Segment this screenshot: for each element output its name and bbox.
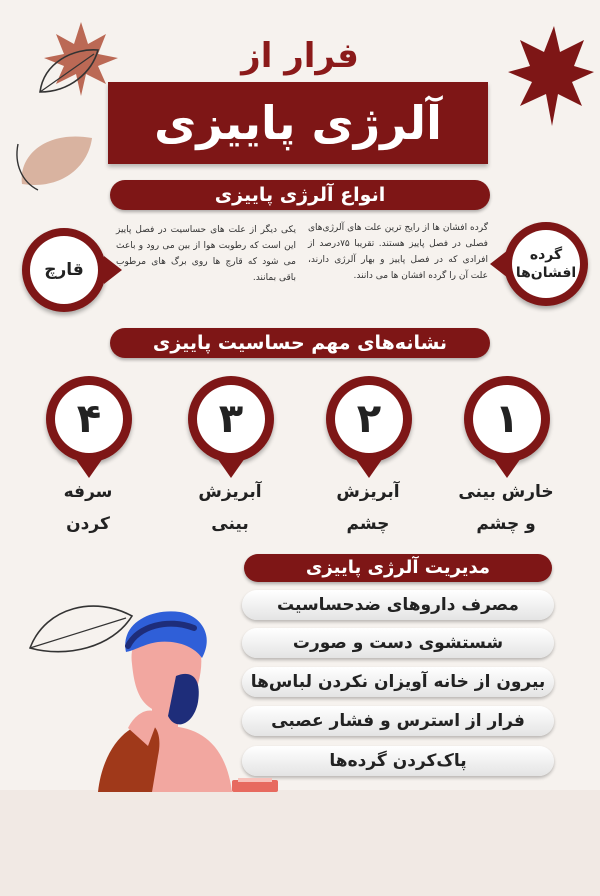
type-circle-pollen (504, 222, 588, 306)
pollen-description: گرده افشان ها از رایج ترین علت های آلرژی‌های فصلی در فصل پاییز هستند. تقریبا ۷۵درصد از افرادی که در فصل پاییز و بهار آلرژی دارند، علت آن را گرده افشان ها می دانند. (308, 223, 488, 281)
sign-label-2 (308, 476, 428, 540)
sign-item-1 (464, 376, 550, 478)
sign-label-1 (446, 476, 566, 540)
sign-label-4-line1: سرفه (63, 482, 113, 502)
floor-background (0, 790, 600, 896)
sign-label-3 (170, 476, 290, 540)
sign-item-3 (188, 376, 274, 478)
sign-label-3-line2: بینی (211, 514, 249, 534)
sign-number-2: ۲ (335, 385, 403, 453)
tissue-box-icon (232, 778, 278, 792)
sign-pointer-3 (217, 458, 245, 478)
pollen-label-line2: افشان‌ها (515, 265, 577, 281)
management-item: پاک‌کردن گرده‌ها (242, 746, 554, 776)
sign-pointer-1 (493, 458, 521, 478)
sign-label-2-line1: آبریزش (336, 482, 400, 502)
sign-item-2 (326, 376, 412, 478)
signs-heading: نشانه‌های مهم حساسیت پاییزی (110, 328, 490, 358)
sign-pointer-2 (355, 458, 383, 478)
management-item: فرار از استرس و فشار عصبی (242, 706, 554, 736)
pollen-pointer (490, 250, 508, 278)
leaf-pink-icon (8, 124, 98, 194)
management-item: بیرون از خانه آویزان نکردن لباس‌ها (242, 667, 554, 697)
pollen-label-line1: گرده (529, 247, 563, 263)
sign-label-4 (28, 476, 148, 540)
sign-label-2-line2: چشم (346, 514, 390, 534)
management-item: شستشوی دست و صورت (242, 628, 554, 658)
sign-label-1-line1: خارش بینی (458, 482, 554, 502)
page-title-top: فرار از (241, 36, 359, 76)
types-heading: انواع آلرژی پاییزی (110, 180, 490, 210)
type-circle-fungus (22, 228, 106, 312)
fungus-label: قارچ (30, 236, 98, 304)
sign-label-4-line2: کردن (66, 514, 110, 534)
fungus-description: یکی دیگر از علت های حساسیت در فصل پاییز این است که رطوبت هوا از بین می رود و باعث می شود که قارچ ها روی برگ های مرطوب باقی بمانند. (116, 225, 296, 283)
sign-label-1-line2: و چشم (476, 514, 536, 534)
sign-pointer-4 (75, 458, 103, 478)
person-illustration (98, 606, 248, 792)
sign-number-3: ۳ (197, 385, 265, 453)
sign-number-1: ۱ (473, 385, 541, 453)
management-item: مصرف داروهای ضدحساسیت (242, 590, 554, 620)
sign-label-3-line1: آبریزش (198, 482, 262, 502)
sign-item-4 (46, 376, 132, 478)
page-title-banner: آلرژی پاییزی (108, 82, 488, 164)
sign-number-4: ۴ (55, 385, 123, 453)
management-heading: مدیریت آلرژی پاییزی (244, 554, 552, 582)
